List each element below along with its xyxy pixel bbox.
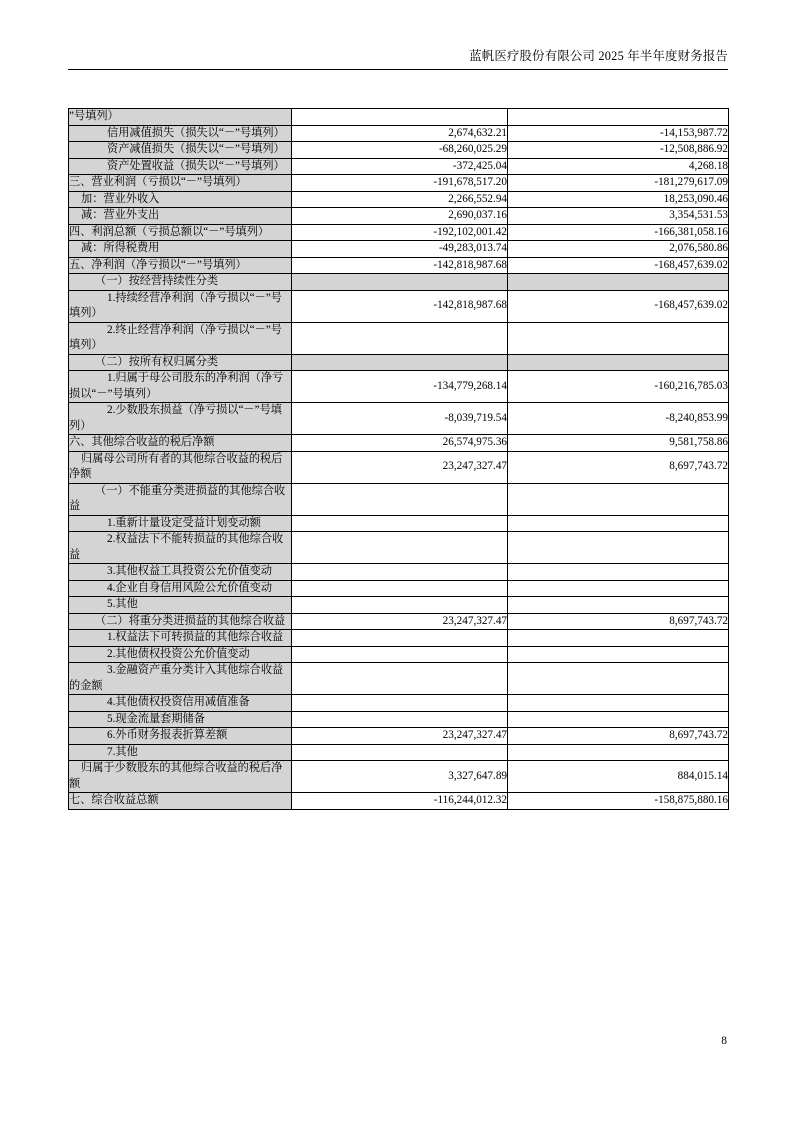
row-label: 五、净利润（净亏损以“－”号填列） [69,257,292,274]
row-value-current-period: 23,247,327.47 [292,613,508,630]
row-value-prior-period [508,646,729,663]
row-value-current-period [292,274,508,291]
table-row [69,532,729,564]
table-row [69,175,729,192]
row-value-prior-period [508,515,729,532]
row-value-current-period [292,646,508,663]
row-label: 7.其他 [69,744,292,761]
row-label: ”号填列） [69,109,292,126]
row-label: 2.少数股东损益（净亏损以“－”号填列） [69,403,292,435]
row-value-current-period [292,711,508,728]
row-label: 信用减值损失（损失以“－”号填列） [69,125,292,142]
row-value-current-period: 2,690,037.16 [292,208,508,225]
row-value-prior-period: -160,216,785.03 [508,371,729,403]
row-value-current-period [292,322,508,354]
table-row [69,354,729,371]
row-value-current-period: -134,779,268.14 [292,371,508,403]
row-label: 3.其他权益工具投资公允价值变动 [69,564,292,581]
row-value-prior-period: 8,697,743.72 [508,728,729,745]
row-label: 六、其他综合收益的税后净额 [69,435,292,452]
row-label: 2.其他债权投资公允价值变动 [69,646,292,663]
table-row [69,371,729,403]
row-value-prior-period: 8,697,743.72 [508,613,729,630]
table-row [69,597,729,614]
row-value-prior-period [508,532,729,564]
row-label: 1.归属于母公司股东的净利润（净亏损以“－”号填列） [69,371,292,403]
row-label: 减：所得税费用 [69,241,292,258]
row-label: 3.金融资产重分类计入其他综合收益的金额 [69,663,292,695]
table-row [69,515,729,532]
table-row [69,761,729,793]
row-value-current-period: -142,818,987.68 [292,257,508,274]
row-value-current-period [292,564,508,581]
row-value-current-period: 23,247,327.47 [292,728,508,745]
row-label: 1.重新计量设定受益计划变动额 [69,515,292,532]
row-value-prior-period: 9,581,758.86 [508,435,729,452]
row-value-current-period [292,532,508,564]
row-value-current-period [292,663,508,695]
header-divider [68,69,728,70]
row-value-current-period [292,580,508,597]
table-row [69,663,729,695]
row-value-prior-period: 884,015.14 [508,761,729,793]
table-row [69,290,729,322]
table-row [69,728,729,745]
table-row [69,322,729,354]
table-row [69,744,729,761]
row-value-current-period: 23,247,327.47 [292,451,508,483]
table-row [69,483,729,515]
row-label: 5.其他 [69,597,292,614]
table-row [69,630,729,647]
income-statement-body [69,109,729,810]
row-value-prior-period [508,274,729,291]
row-label: 加：营业外收入 [69,191,292,208]
row-label: 归属于少数股东的其他综合收益的税后净额 [69,761,292,793]
row-value-current-period [292,109,508,126]
row-label: 5.现金流量套期储备 [69,711,292,728]
row-value-current-period: -372,425.04 [292,158,508,175]
row-value-prior-period [508,322,729,354]
table-row [69,711,729,728]
row-value-prior-period [508,711,729,728]
row-value-prior-period: -181,279,617.09 [508,175,729,192]
row-value-prior-period [508,597,729,614]
row-value-prior-period: -14,153,987.72 [508,125,729,142]
row-value-current-period [292,630,508,647]
row-value-prior-period: -168,457,639.02 [508,290,729,322]
table-row [69,257,729,274]
income-statement-table-wrapper [68,108,728,810]
row-value-prior-period: -166,381,058.16 [508,224,729,241]
row-value-prior-period: -158,875,880.16 [508,793,729,810]
row-label: 1.权益法下可转损益的其他综合收益 [69,630,292,647]
row-label: 2.权益法下不能转损益的其他综合收益 [69,532,292,564]
row-value-current-period [292,744,508,761]
row-value-current-period: -68,260,025.29 [292,142,508,159]
table-row [69,451,729,483]
table-row [69,613,729,630]
row-value-prior-period: -8,240,853.99 [508,403,729,435]
row-value-current-period: -192,102,001.42 [292,224,508,241]
table-row [69,208,729,225]
row-value-current-period: -142,818,987.68 [292,290,508,322]
table-row [69,142,729,159]
row-value-current-period: 2,674,632.21 [292,125,508,142]
row-value-prior-period [508,744,729,761]
row-value-current-period [292,354,508,371]
table-row [69,191,729,208]
row-label: （二）将重分类进损益的其他综合收益 [69,613,292,630]
table-row [69,125,729,142]
row-label: 4.其他债权投资信用减值准备 [69,695,292,712]
row-label: （一）不能重分类进损益的其他综合收益 [69,483,292,515]
table-row [69,564,729,581]
table-row [69,403,729,435]
income-statement-table [68,108,729,810]
page-number: 8 [721,1035,727,1047]
table-row [69,224,729,241]
row-label: 归属母公司所有者的其他综合收益的税后净额 [69,451,292,483]
row-label: （一）按经营持续性分类 [69,274,292,291]
row-label: 资产减值损失（损失以“－”号填列） [69,142,292,159]
row-value-prior-period: 8,697,743.72 [508,451,729,483]
row-label: 减：营业外支出 [69,208,292,225]
row-value-prior-period: 18,253,090.46 [508,191,729,208]
table-row [69,793,729,810]
row-value-current-period: -8,039,719.54 [292,403,508,435]
row-value-current-period [292,483,508,515]
row-label: 七、综合收益总额 [69,793,292,810]
row-value-prior-period: -168,457,639.02 [508,257,729,274]
row-value-prior-period [508,483,729,515]
row-label: 6.外币财务报表折算差额 [69,728,292,745]
row-label: 1.持续经营净利润（净亏损以“－”号填列） [69,290,292,322]
table-row [69,695,729,712]
row-value-prior-period: 4,268.18 [508,158,729,175]
row-value-current-period: -191,678,517.20 [292,175,508,192]
table-row [69,435,729,452]
row-value-current-period: -49,283,013.74 [292,241,508,258]
row-value-prior-period [508,580,729,597]
row-label: 4.企业自身信用风险公允价值变动 [69,580,292,597]
table-row [69,580,729,597]
table-row [69,109,729,126]
row-value-current-period: 26,574,975.36 [292,435,508,452]
row-value-prior-period [508,630,729,647]
row-label: 2.终止经营净利润（净亏损以“－”号填列） [69,322,292,354]
table-row [69,158,729,175]
row-value-prior-period: 3,354,531.53 [508,208,729,225]
table-row [69,274,729,291]
row-value-current-period: -116,244,012.32 [292,793,508,810]
row-value-prior-period [508,354,729,371]
row-value-current-period [292,597,508,614]
row-value-prior-period: -12,508,886.92 [508,142,729,159]
row-value-current-period: 2,266,552.94 [292,191,508,208]
row-value-prior-period [508,564,729,581]
row-value-current-period [292,515,508,532]
row-value-prior-period: 2,076,580.86 [508,241,729,258]
row-label: 四、利润总额（亏损总额以“－”号填列） [69,224,292,241]
row-label: 资产处置收益（损失以“－”号填列） [69,158,292,175]
running-header [68,48,728,70]
table-row [69,646,729,663]
row-value-prior-period [508,663,729,695]
row-value-current-period [292,695,508,712]
row-value-prior-period [508,695,729,712]
table-row [69,241,729,258]
row-label: （二）按所有权归属分类 [69,354,292,371]
row-value-prior-period [508,109,729,126]
row-value-current-period: 3,327,647.89 [292,761,508,793]
row-label: 三、营业利润（亏损以“－”号填列） [69,175,292,192]
running-header-text: 蓝帆医疗股份有限公司 2025 年半年度财务报告 [469,49,728,63]
